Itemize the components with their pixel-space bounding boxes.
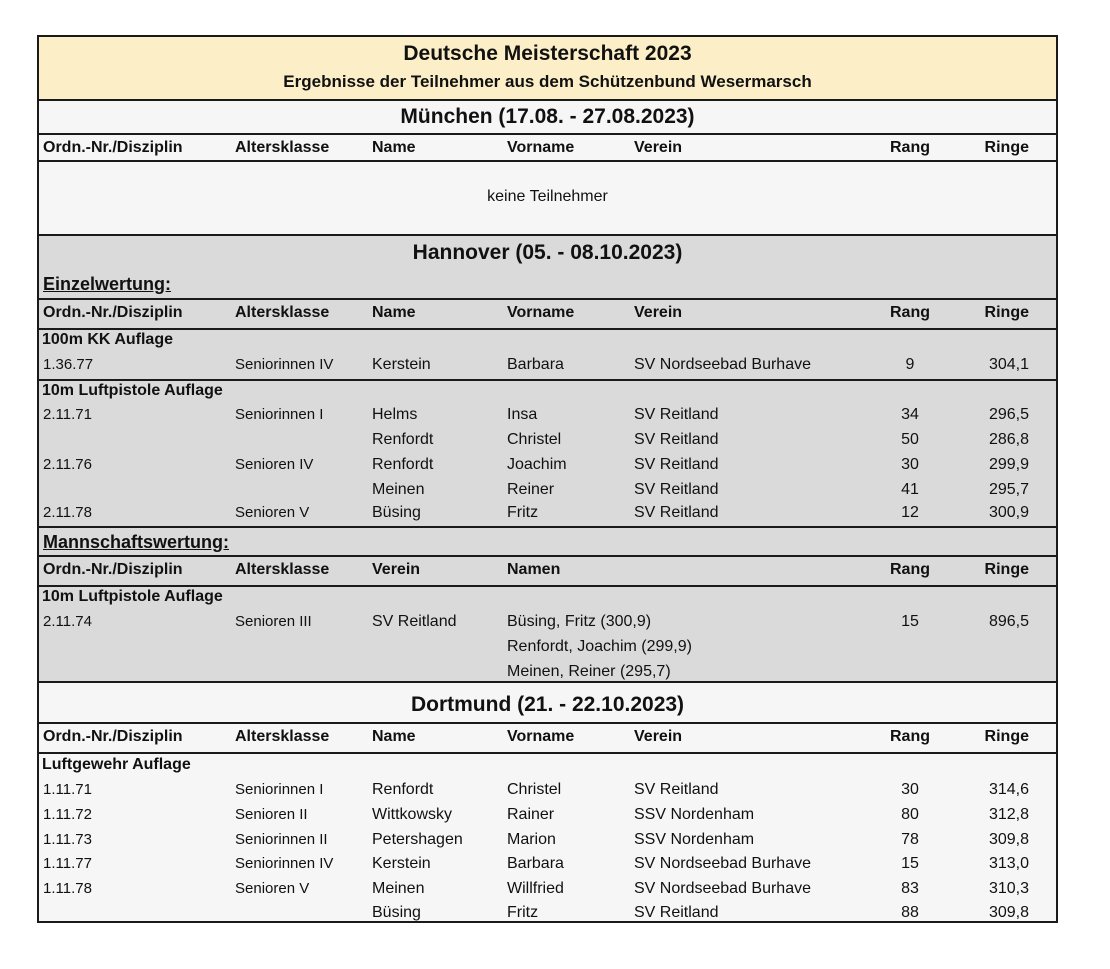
cell-vorname: Joachim bbox=[507, 456, 567, 473]
cell-nr: 1.11.78 bbox=[43, 880, 92, 897]
cell-name: Renfordt bbox=[372, 431, 434, 448]
cell-rang: 83 bbox=[901, 880, 919, 897]
cell-name: Renfordt bbox=[372, 456, 434, 473]
cell-nr: 1.11.72 bbox=[43, 806, 92, 823]
team-row bbox=[39, 609, 1056, 634]
cell-verein: SV Nordseebad Burhave bbox=[634, 855, 811, 872]
main-title: Deutsche Meisterschaft 2023 bbox=[403, 42, 692, 65]
cell-verein: SV Reitland bbox=[634, 504, 719, 521]
cell-namen: Meinen, Reiner (295,7) bbox=[507, 663, 671, 680]
cell-verein: SSV Nordenham bbox=[634, 831, 755, 848]
header-klasse: Altersklasse bbox=[235, 304, 330, 321]
discipline-label: 10m Luftpistole Auflage bbox=[42, 588, 223, 605]
discipline-label: 10m Luftpistole Auflage bbox=[42, 382, 223, 399]
cell-name: Büsing bbox=[372, 904, 421, 921]
cell-name: Meinen bbox=[372, 481, 425, 498]
header-verein: Verein bbox=[634, 304, 683, 321]
header-row bbox=[39, 298, 1056, 330]
cell-rang: 9 bbox=[905, 356, 915, 373]
cell-nr: 1.11.73 bbox=[43, 831, 92, 848]
cell-klasse: Senioren V bbox=[235, 504, 310, 521]
header-verein: Verein bbox=[372, 561, 421, 578]
header-vorname: Vorname bbox=[507, 728, 575, 745]
header-verein: Verein bbox=[634, 139, 683, 156]
title-block bbox=[39, 37, 1056, 101]
venue-title-hannover: Hannover (05. - 08.10.2023) bbox=[412, 241, 683, 264]
cell-ringe: 286,8 bbox=[988, 431, 1029, 448]
discipline-label: Luftgewehr Auflage bbox=[42, 756, 191, 773]
cell-ringe: 896,5 bbox=[988, 613, 1029, 630]
cell-ringe: 300,9 bbox=[988, 504, 1029, 521]
cell-rang: 15 bbox=[901, 855, 919, 872]
cell-nr: 1.11.77 bbox=[43, 855, 92, 872]
cell-rang: 41 bbox=[901, 481, 919, 498]
header-ringe: Ringe bbox=[984, 304, 1029, 321]
cell-verein: SV Reitland bbox=[634, 481, 719, 498]
cell-vorname: Marion bbox=[507, 831, 556, 848]
cell-rang: 34 bbox=[901, 406, 919, 423]
cell-klasse: Seniorinnen I bbox=[235, 406, 324, 423]
table-row bbox=[39, 851, 1056, 876]
header-nr: Ordn.-Nr./Disziplin bbox=[43, 139, 183, 156]
header-klasse: Altersklasse bbox=[235, 728, 330, 745]
cell-ringe: 310,3 bbox=[988, 880, 1029, 897]
cell-vorname: Barbara bbox=[507, 855, 564, 872]
header-vorname: Vorname bbox=[507, 139, 575, 156]
header-row bbox=[39, 555, 1056, 587]
cell-verein: SV Reitland bbox=[634, 406, 719, 423]
cell-klasse: Seniorinnen II bbox=[235, 831, 328, 848]
cell-rang: 30 bbox=[901, 781, 919, 798]
cell-name: Renfordt bbox=[372, 781, 434, 798]
header-verein: Verein bbox=[634, 728, 683, 745]
cell-verein: SV Reitland bbox=[634, 456, 719, 473]
cell-klasse: Senioren V bbox=[235, 880, 310, 897]
cell-rang: 30 bbox=[901, 456, 919, 473]
table-row bbox=[39, 876, 1056, 901]
header-rang: Rang bbox=[890, 728, 930, 745]
table-row bbox=[39, 352, 1056, 381]
cell-name: Meinen bbox=[372, 880, 425, 897]
einzelwertung-label: Einzelwertung: bbox=[43, 274, 172, 294]
cell-verein: SV Reitland bbox=[634, 904, 719, 921]
cell-vorname: Christel bbox=[507, 431, 562, 448]
cell-rang: 50 bbox=[901, 431, 919, 448]
table-row bbox=[39, 777, 1056, 802]
cell-namen: Büsing, Fritz (300,9) bbox=[507, 613, 652, 630]
table-row bbox=[39, 427, 1056, 452]
cell-vorname: Barbara bbox=[507, 356, 564, 373]
cell-nr: 2.11.71 bbox=[43, 406, 92, 423]
cell-nr: 1.11.71 bbox=[43, 781, 92, 798]
results-sheet bbox=[37, 35, 1058, 923]
section-hannover bbox=[39, 234, 1056, 681]
cell-ringe: 314,6 bbox=[988, 781, 1029, 798]
mannschaftswertung-label: Mannschaftswertung: bbox=[43, 532, 230, 552]
table-row bbox=[39, 477, 1056, 502]
cell-verein: SV Reitland bbox=[634, 781, 719, 798]
table-row bbox=[39, 452, 1056, 477]
cell-nr: 2.11.74 bbox=[43, 613, 92, 630]
cell-verein: SV Reitland bbox=[372, 613, 457, 630]
cell-name: Kerstein bbox=[372, 356, 431, 373]
table-row bbox=[39, 402, 1056, 427]
cell-rang: 12 bbox=[901, 504, 919, 521]
header-ringe: Ringe bbox=[984, 139, 1029, 156]
section-muenchen bbox=[39, 101, 1056, 236]
subtitle: Ergebnisse der Teilnehmer aus dem Schützenbund Wesermarsch bbox=[283, 72, 812, 91]
cell-vorname: Rainer bbox=[507, 806, 555, 823]
team-row bbox=[39, 634, 1056, 659]
cell-vorname: Insa bbox=[507, 406, 538, 423]
table-row bbox=[39, 802, 1056, 827]
cell-name: Petershagen bbox=[372, 831, 463, 848]
cell-verein: SSV Nordenham bbox=[634, 806, 755, 823]
cell-ringe: 312,8 bbox=[988, 806, 1029, 823]
cell-verein: SV Nordseebad Burhave bbox=[634, 880, 811, 897]
cell-rang: 78 bbox=[901, 831, 919, 848]
cell-verein: SV Reitland bbox=[634, 431, 719, 448]
cell-vorname: Reiner bbox=[507, 481, 555, 498]
cell-namen: Renfordt, Joachim (299,9) bbox=[507, 638, 692, 655]
cell-nr: 2.11.76 bbox=[43, 456, 92, 473]
cell-nr: 1.36.77 bbox=[43, 356, 94, 373]
cell-klasse: Senioren III bbox=[235, 613, 312, 630]
empty-message: keine Teilnehmer bbox=[487, 188, 608, 205]
cell-klasse: Seniorinnen I bbox=[235, 781, 324, 798]
cell-name: Helms bbox=[372, 406, 418, 423]
cell-klasse: Seniorinnen IV bbox=[235, 356, 334, 373]
table-row bbox=[39, 900, 1056, 925]
header-name: Name bbox=[372, 304, 416, 321]
cell-ringe: 295,7 bbox=[988, 481, 1029, 498]
header-klasse: Altersklasse bbox=[235, 561, 330, 578]
table-row bbox=[39, 827, 1056, 852]
venue-title-muenchen: München (17.08. - 27.08.2023) bbox=[39, 101, 1056, 135]
discipline-label: 100m KK Auflage bbox=[42, 331, 173, 348]
cell-klasse: Seniorinnen IV bbox=[235, 855, 334, 872]
header-row bbox=[39, 722, 1056, 754]
header-row bbox=[39, 135, 1056, 162]
cell-vorname: Fritz bbox=[507, 504, 539, 521]
cell-ringe: 309,8 bbox=[988, 831, 1029, 848]
cell-vorname: Willfried bbox=[507, 880, 564, 897]
section-dortmund bbox=[39, 681, 1056, 921]
header-ringe: Ringe bbox=[984, 561, 1029, 578]
cell-klasse: Senioren II bbox=[235, 806, 308, 823]
cell-name: Büsing bbox=[372, 504, 421, 521]
cell-ringe: 309,8 bbox=[988, 904, 1029, 921]
cell-ringe: 313,0 bbox=[988, 855, 1029, 872]
header-vorname: Vorname bbox=[507, 304, 575, 321]
cell-rang: 15 bbox=[901, 613, 919, 630]
cell-vorname: Fritz bbox=[507, 904, 539, 921]
header-nr: Ordn.-Nr./Disziplin bbox=[43, 304, 183, 321]
header-rang: Rang bbox=[890, 139, 930, 156]
cell-nr: 2.11.78 bbox=[43, 504, 92, 521]
cell-name: Kerstein bbox=[372, 855, 431, 872]
cell-verein: SV Nordseebad Burhave bbox=[634, 356, 811, 373]
cell-name: Wittkowsky bbox=[372, 806, 452, 823]
header-name: Name bbox=[372, 728, 416, 745]
table-row bbox=[39, 500, 1056, 528]
header-nr: Ordn.-Nr./Disziplin bbox=[43, 561, 183, 578]
venue-title-dortmund: Dortmund (21. - 22.10.2023) bbox=[410, 693, 685, 716]
header-rang: Rang bbox=[890, 304, 930, 321]
cell-vorname: Christel bbox=[507, 781, 562, 798]
header-nr: Ordn.-Nr./Disziplin bbox=[43, 728, 183, 745]
header-rang: Rang bbox=[890, 561, 930, 578]
cell-ringe: 304,1 bbox=[988, 356, 1029, 373]
header-klasse: Altersklasse bbox=[235, 139, 330, 156]
header-namen: Namen bbox=[507, 561, 561, 578]
cell-rang: 80 bbox=[901, 806, 919, 823]
cell-ringe: 296,5 bbox=[988, 406, 1029, 423]
header-ringe: Ringe bbox=[984, 728, 1029, 745]
cell-klasse: Senioren IV bbox=[235, 456, 314, 473]
header-name: Name bbox=[372, 139, 416, 156]
cell-rang: 88 bbox=[901, 904, 919, 921]
cell-ringe: 299,9 bbox=[988, 456, 1029, 473]
